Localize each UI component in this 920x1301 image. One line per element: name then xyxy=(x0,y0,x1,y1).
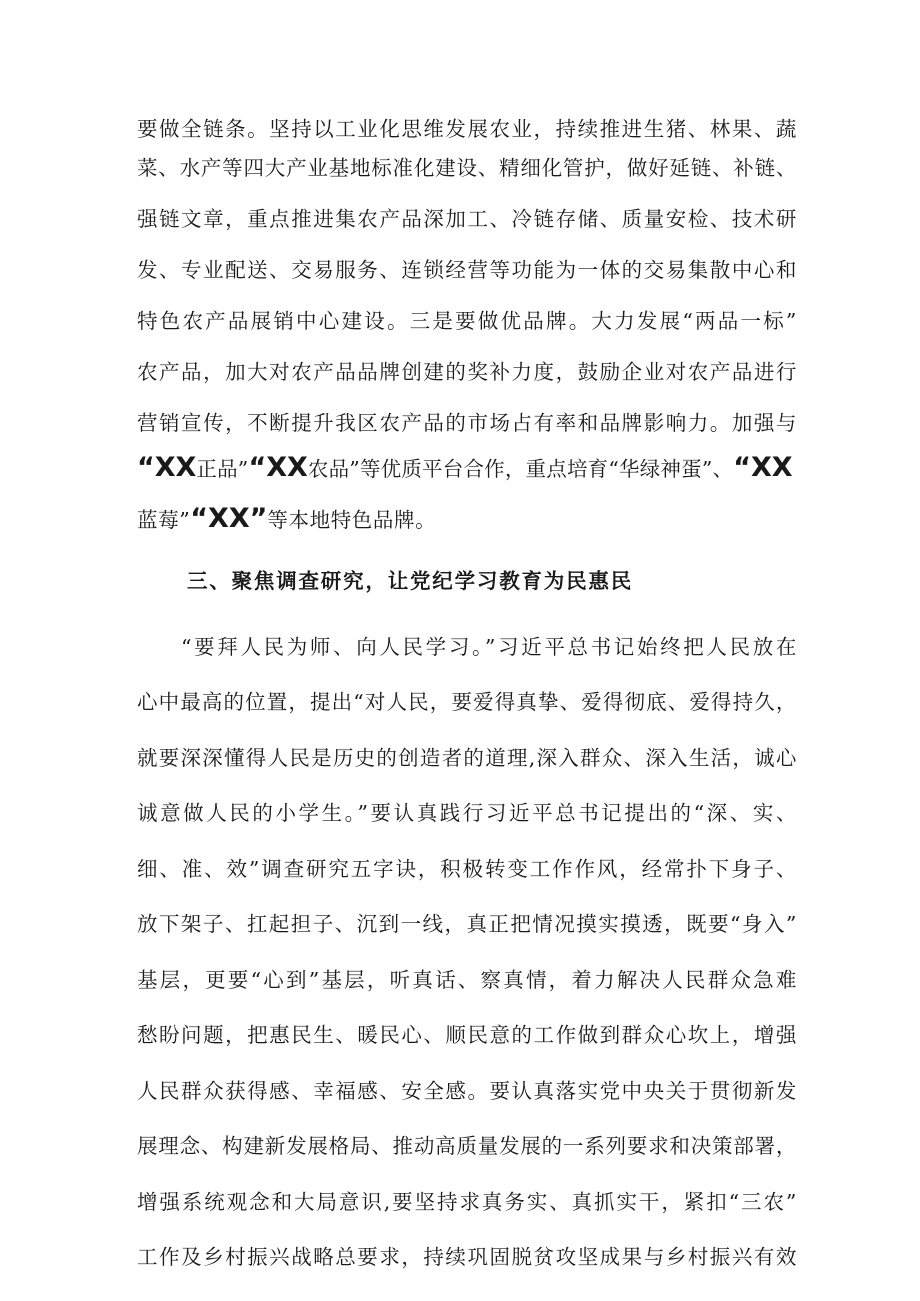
section-heading: 三、聚焦调查研究，让党纪学习教育为民惠民 xyxy=(187,569,633,593)
placeholder-brand-1: “XX xyxy=(137,453,197,483)
paragraph2-line-2: 心中最高的位置，提出“对人民，要爱得真挚、爱得彻底、爱得持久， xyxy=(137,690,797,714)
line8-text-2: 农品”等优质平台合作，重点培育“华绿神蛋”、 xyxy=(307,457,734,481)
paragraph2-line-7: 基层，更要“心到”基层，听真话、察真情，着力解决人民群众急难 xyxy=(137,968,797,992)
placeholder-brand-4: “XX” xyxy=(190,504,268,534)
paragraph2-line-10: 展理念、构建新发展格局、推动高质量发展的一系列要求和决策部署， xyxy=(137,1134,797,1158)
paragraph2-line-3: 就要深深懂得人民是历史的创造者的道理,深入群众、深入生活，诚心 xyxy=(137,746,797,770)
paragraph1-line-1: 要做全链条。坚持以工业化思维发展农业，持续推进生猪、林果、蔬 xyxy=(137,117,797,141)
paragraph2-line-4: 诚意做人民的小学生。”要认真践行习近平总书记提出的“深、实、 xyxy=(137,801,797,825)
paragraph2-line-11: 增强系统观念和大局意识,要坚持求真务实、真抓实干，紧扣“三农” xyxy=(137,1190,797,1214)
paragraph2-line-1: “要拜人民为师、向人民学习。”习近平总书记始终把人民放在 xyxy=(181,635,797,659)
paragraph1-line-9 xyxy=(137,504,797,535)
paragraph1-line-4: 发、专业配送、交易服务、连锁经营等功能为一体的交易集散中心和 xyxy=(137,258,797,282)
placeholder-brand-2: “XX xyxy=(248,453,308,483)
paragraph1-line-5: 特色农产品展销中心建设。三是要做优品牌。大力发展“两品一标” xyxy=(137,309,797,333)
line9-text-2: 等本地特色品牌。 xyxy=(267,508,437,532)
placeholder-brand-3: “XX xyxy=(733,453,793,483)
paragraph1-line-6: 农产品，加大对农产品品牌创建的奖补力度，鼓励企业对农产品进行 xyxy=(137,360,797,384)
paragraph2-line-5: 细、准、效”调查研究五字诀，积极转变工作作风，经常扑下身子、 xyxy=(137,857,797,881)
paragraph1-line-2: 菜、水产等四大产业基地标准化建设、精细化管护，做好延链、补链、 xyxy=(137,156,797,180)
paragraph2-line-12: 工作及乡村振兴战略总要求，持续巩固脱贫攻坚成果与乡村振兴有效 xyxy=(137,1245,797,1269)
paragraph1-line-3: 强链文章，重点推进集农产品深加工、冷链存储、质量安检、技术研 xyxy=(137,207,797,231)
line8-text-1: 正品” xyxy=(196,457,249,481)
paragraph2-line-9: 人民群众获得感、幸福感、安全感。要认真落实党中央关于贯彻新发 xyxy=(137,1079,797,1103)
paragraph2-line-8: 愁盼问题，把惠民生、暖民心、顺民意的工作做到群众心坎上，增强 xyxy=(137,1023,797,1047)
line9-text-1: 蓝莓” xyxy=(137,508,191,532)
paragraph2-line-6: 放下架子、扛起担子、沉到一线，真正把情况摸实摸透，既要“身入” xyxy=(137,912,797,936)
paragraph1-line-7: 营销宣传，不断提升我区农产品的市场占有率和品牌影响力。加强与 xyxy=(137,411,797,435)
paragraph1-line-8 xyxy=(137,453,797,484)
